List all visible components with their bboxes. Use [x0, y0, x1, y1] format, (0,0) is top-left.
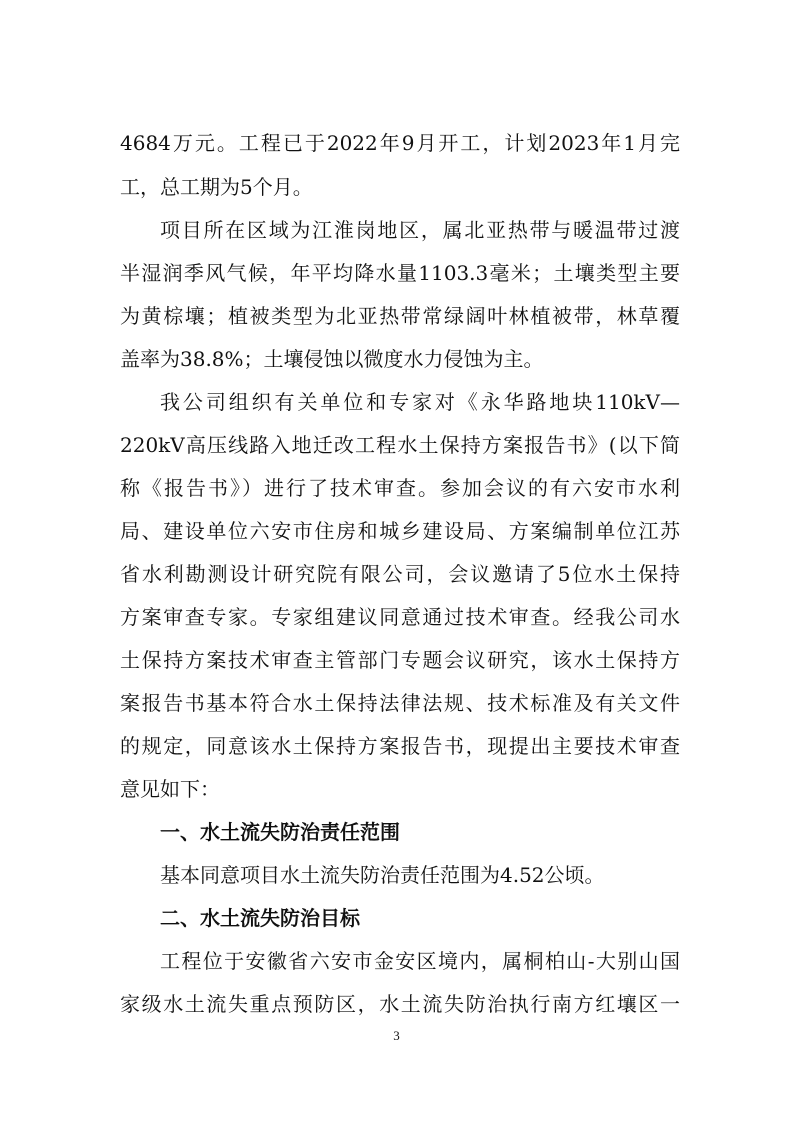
body-line: 方案审查专家。专家组建议同意通过技术审查。经我公司水 [120, 605, 680, 629]
page-number: 3 [393, 1028, 400, 1043]
body-line: 为黄棕壤；植被类型为北亚热带常绿阔叶林植被带，林草覆 [120, 304, 680, 328]
body-line: 工程位于安徽省六安市金安区境内，属桐柏山-大别山国 [160, 949, 680, 973]
body-line: 220kV高压线路入地迁改工程水土保持方案报告书》(以下简 [120, 433, 680, 457]
body-line: 的规定，同意该水土保持方案报告书，现提出主要技术审查 [120, 734, 680, 758]
body-line: 案报告书基本符合水土保持法律法规、技术标准及有关文件 [120, 691, 680, 715]
body-line: 半湿润季风气候，年平均降水量1103.3毫米；土壤类型主要 [120, 261, 680, 285]
body-line: 省水利勘测设计研究院有限公司，会议邀请了5位水土保持 [120, 562, 680, 586]
body-line: 意见如下： [120, 777, 220, 801]
body-line: 家级水土流失重点预防区，水土流失防治执行南方红壤区一 [120, 992, 680, 1016]
body-line: 土保持方案技术审查主管部门专题会议研究，该水土保持方 [120, 648, 680, 672]
body-line: 称《报告书》）进行了技术审查。参加会议的有六安市水利 [120, 476, 680, 500]
body-line: 工，总工期为5个月。 [120, 175, 313, 199]
body-line: 局、建设单位六安市住房和城乡建设局、方案编制单位江苏 [120, 519, 680, 543]
body-line: 盖率为38.8%；土壤侵蚀以微度水力侵蚀为主。 [120, 347, 544, 371]
body-line: 我公司组织有关单位和专家对《永华路地块110kV— [160, 390, 680, 414]
body-line: 4684万元。工程已于2022年9月开工，计划2023年1月完 [120, 131, 680, 155]
section-heading: 二、水土流失防治目标 [160, 906, 360, 930]
section-heading: 一、水土流失防治责任范围 [160, 820, 400, 844]
body-line: 项目所在区域为江淮岗地区，属北亚热带与暖温带过渡 [160, 218, 680, 242]
body-line: 基本同意项目水土流失防治责任范围为4.52公顷。 [160, 863, 605, 887]
